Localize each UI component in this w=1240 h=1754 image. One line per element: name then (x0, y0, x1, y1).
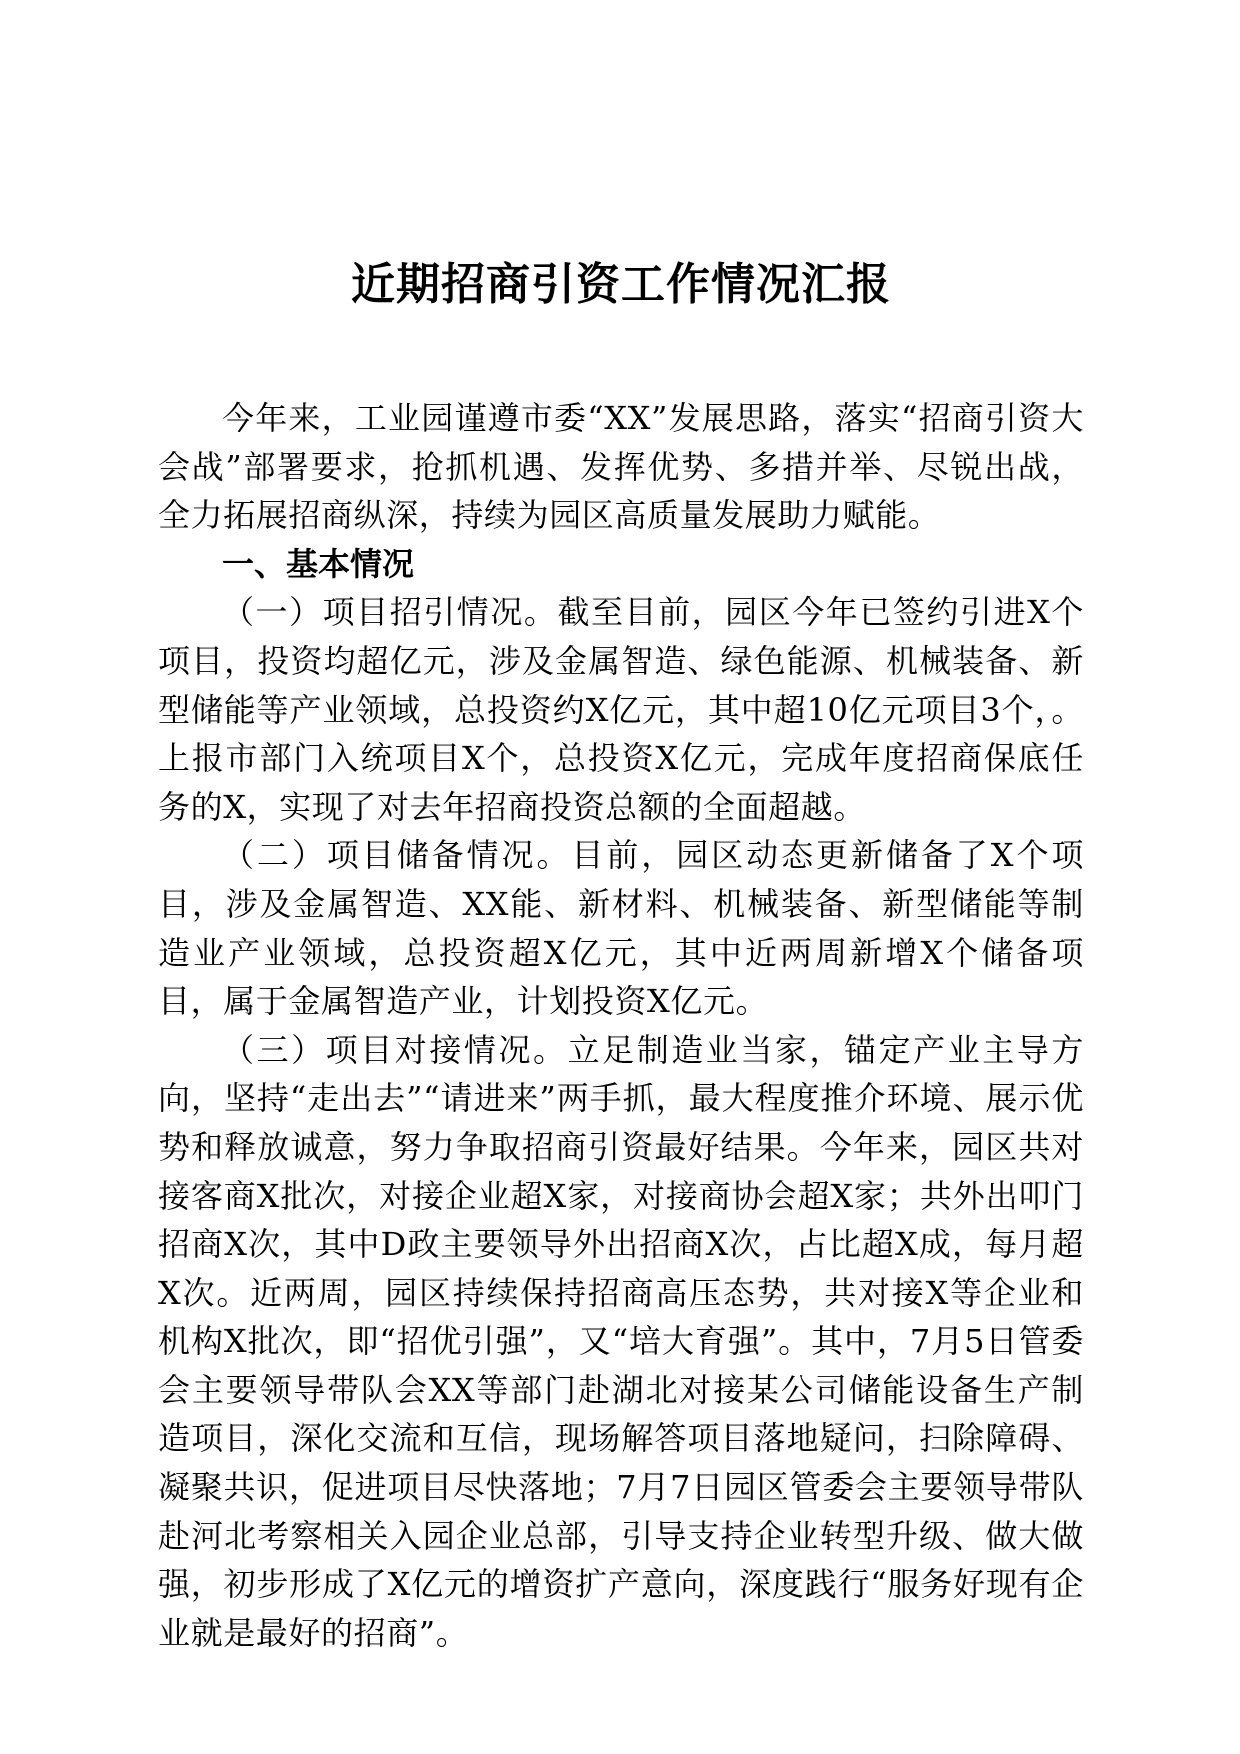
paragraph-project-attraction: （一）项目招引情况。截至目前，园区今年已签约引进X个项目，投资均超亿元，涉及金属智造、绿色能源、机械装备、新型储能等产业领域，总投资约X亿元，其中超10亿元项目3个，。上报市部门入统项目X个，总投资X亿元，完成年度招商保底任务的X，实现了对去年招商投资总额的全面超越。 (158, 593, 1084, 826)
document-page (158, 250, 1084, 1657)
paragraph-project-reserve: （二）项目储备情况。目前，园区动态更新储备了X个项目，涉及金属智造、XX能、新材料、机械装备、新型储能等制造业产业领域，总投资超X亿元，其中近两周新增X个储备项目，属于金属智造产业，计划投资X亿元。 (158, 836, 1084, 1021)
document-title: 近期招商引资工作情况汇报 (351, 259, 891, 310)
section-heading-basic-situation: 一、基本情况 (222, 544, 415, 583)
document-body (158, 394, 1084, 1657)
paragraph-project-docking: （三）项目对接情况。立足制造业当家，锚定产业主导方向，坚持“走出去”“请进来”两手抓，最大程度推介环境、展示优势和释放诚意，努力争取招商引资最好结果。今年来，园区共对接客商X批次，对接企业超X家，对接商协会超X家；共外出叩门招商X次，其中D政主要领导外出招商X次，占比超X成，每月超X次。近两周，园区持续保持招商高压态势，共对接X等企业和机构X批次，即“招优引强”，又“培大育强”。其中，7月5日管委会主要领导带队会XX等部门赴湖北对接某公司储能设备生产制造项目，深化交流和互信，现场解答项目落地疑问，扫除障碍、凝聚共识，促进项目尽快落地；7月7日园区管委会主要领导带队赴河北考察相关入园企业总部，引导支持企业转型升级、做大做强，初步形成了X亿元的增资扩产意向，深度践行“服务好现有企业就是最好的招商”。 (158, 1030, 1084, 1652)
intro-paragraph: 今年来，工业园谨遵市委“XX”发展思路，落实“招商引资大会战”部署要求，抢抓机遇、发挥优势、多措并举、尽锐出战，全力拓展招商纵深，持续为园区高质量发展助力赋能。 (158, 399, 1084, 535)
